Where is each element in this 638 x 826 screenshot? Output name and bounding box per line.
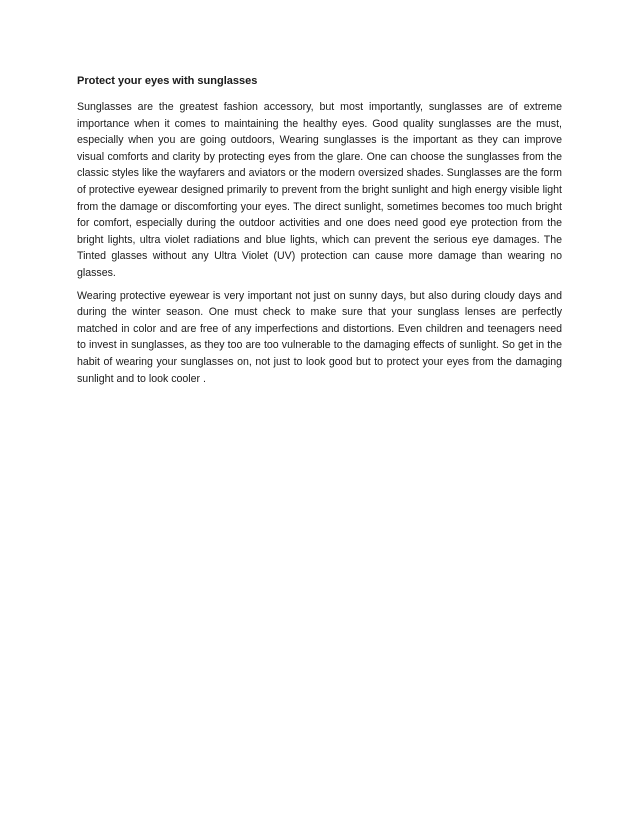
paragraph-2: Wearing protective eyewear is very important not just on sunny days, but also during cloudy days and during the winter season. One must check to make sure that your sunglass lenses are perfectly matched in color and are free of any imperfections and distortions. Even children and teenagers need to invest in sunglasses, as they too are too vulnerable to the damaging effects of sunlight. So get in the habit of wearing your sunglasses on, not just to look good but to protect your eyes from the damaging sunlight and to look cooler . — [77, 289, 562, 385]
paragraph-1: Sunglasses are the greatest fashion accessory, but most importantly, sunglasses are of extreme importance when it comes to maintaining the healthy eyes. Good quality sunglasses are the must, especially when you are going outdoors, Wearing sunglasses is the important as they can improve visual comforts and clarity by protecting eyes from the glare. One can choose the sunglasses from the classic styles like the wayfarers and aviators or the modern oversized shades. Sunglasses are the form of protective eyewear designed primarily to prevent from the bright sunlight and high energy visible light from the damage or discomforting your eyes. The direct sunlight, sometimes becomes too much bright for comfort, especially during the outdoor activities and one does need good eye protection from the bright lights, ultra violet radiations and blue lights, which can prevent the serious eye damages. The Tinted glasses without any Ultra Violet (UV) protection can cause more damage than wearing no glasses. — [77, 101, 562, 279]
document-title: Protect your eyes with sunglasses — [77, 75, 258, 87]
document-body — [77, 74, 562, 393]
